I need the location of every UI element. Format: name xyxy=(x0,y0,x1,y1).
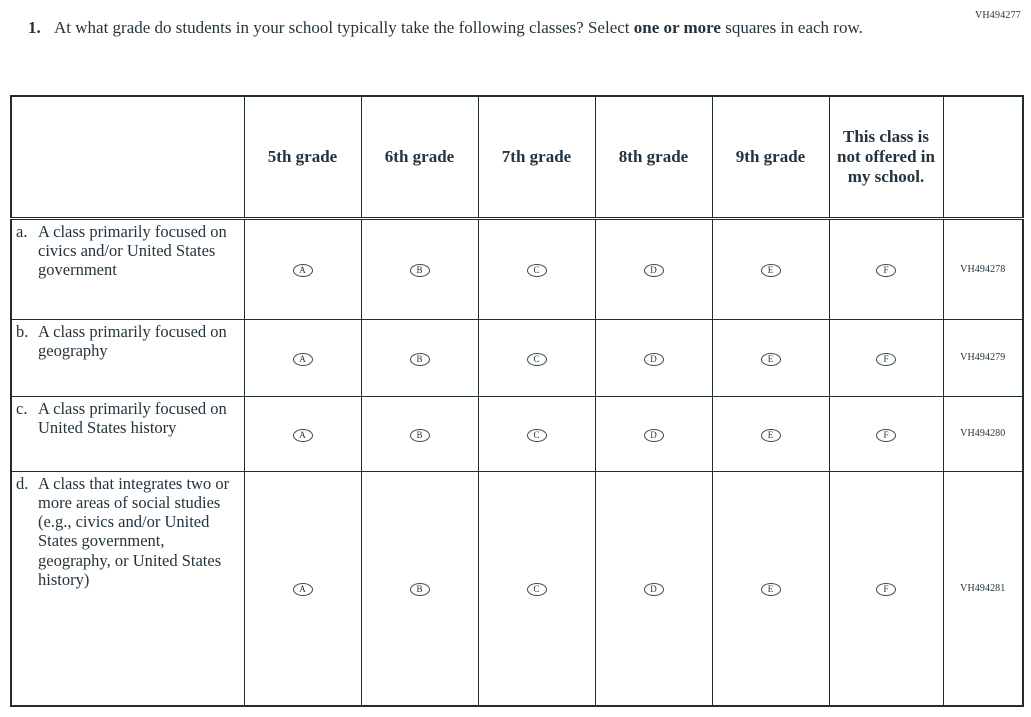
row-c-option-A-bubble[interactable]: A xyxy=(293,429,313,442)
header-empty-cell xyxy=(11,96,244,218)
row-a-label-cell xyxy=(11,218,244,319)
row-a-option-B-bubble[interactable]: B xyxy=(410,264,430,277)
row-c-cell-7th xyxy=(478,396,595,471)
row-b-cell-not-offered xyxy=(829,319,943,396)
question-number: 1. xyxy=(28,18,41,37)
row-c-option-C-bubble[interactable]: C xyxy=(527,429,547,442)
header-code-cell xyxy=(943,96,1023,218)
table-row-d xyxy=(11,471,1023,706)
row-b-option-D-bubble[interactable]: D xyxy=(644,353,664,366)
row-a-cell-6th xyxy=(361,218,478,319)
row-b-option-B-bubble[interactable]: B xyxy=(410,353,430,366)
row-b-cell-8th xyxy=(595,319,712,396)
header-6th-grade: 6th grade xyxy=(361,96,478,218)
table-row-b xyxy=(11,319,1023,396)
row-d-cell-6th xyxy=(361,471,478,706)
row-d-option-B-bubble[interactable]: B xyxy=(410,583,430,596)
table-row-c xyxy=(11,396,1023,471)
row-c-option-E-bubble[interactable]: E xyxy=(761,429,781,442)
row-b-cell-9th xyxy=(712,319,829,396)
row-d-label-cell xyxy=(11,471,244,706)
row-b-code: VH494279 xyxy=(943,319,1023,396)
row-c-cell-9th xyxy=(712,396,829,471)
row-d-code: VH494281 xyxy=(943,471,1023,706)
row-d-label: A class that integrates two or more areas of social studies (e.g., civics and/or United States government, geography, or United States history) xyxy=(38,473,230,589)
table-row-a xyxy=(11,218,1023,319)
row-a-letter: a. xyxy=(16,221,28,241)
row-a-cell-5th xyxy=(244,218,361,319)
row-a-cell-8th xyxy=(595,218,712,319)
row-a-cell-not-offered xyxy=(829,218,943,319)
row-d-option-F-bubble[interactable]: F xyxy=(876,583,896,596)
row-a-option-A-bubble[interactable]: A xyxy=(293,264,313,277)
row-d-cell-5th xyxy=(244,471,361,706)
row-a-option-C-bubble[interactable]: C xyxy=(527,264,547,277)
row-a-option-F-bubble[interactable]: F xyxy=(876,264,896,277)
row-b-label: A class primarily focused on geography xyxy=(38,321,227,360)
row-c-cell-5th xyxy=(244,396,361,471)
header-8th-grade: 8th grade xyxy=(595,96,712,218)
question-text xyxy=(54,16,908,40)
row-b-option-A-bubble[interactable]: A xyxy=(293,353,313,366)
table-header-row xyxy=(11,96,1023,218)
row-d-option-C-bubble[interactable]: C xyxy=(527,583,547,596)
row-b-cell-5th xyxy=(244,319,361,396)
row-c-label-cell xyxy=(11,396,244,471)
row-d-cell-8th xyxy=(595,471,712,706)
row-d-option-E-bubble[interactable]: E xyxy=(761,583,781,596)
row-c-letter: c. xyxy=(16,398,28,418)
row-d-cell-9th xyxy=(712,471,829,706)
row-d-letter: d. xyxy=(16,473,29,493)
question-text-bold: one or more xyxy=(633,18,721,37)
row-c-cell-6th xyxy=(361,396,478,471)
header-5th-grade: 5th grade xyxy=(244,96,361,218)
question-block xyxy=(28,16,908,40)
row-b-option-C-bubble[interactable]: C xyxy=(527,353,547,366)
row-b-letter: b. xyxy=(16,321,29,341)
grade-selection-table xyxy=(10,95,1024,707)
row-c-option-D-bubble[interactable]: D xyxy=(644,429,664,442)
row-a-option-E-bubble[interactable]: E xyxy=(761,264,781,277)
form-code-top-right: VH494277 xyxy=(974,10,1021,21)
row-c-code: VH494280 xyxy=(943,396,1023,471)
row-b-option-E-bubble[interactable]: E xyxy=(761,353,781,366)
header-9th-grade: 9th grade xyxy=(712,96,829,218)
row-a-cell-9th xyxy=(712,218,829,319)
row-d-cell-7th xyxy=(478,471,595,706)
question-text-pre: At what grade do students in your school typically take the following classes? Select xyxy=(54,18,630,37)
row-a-label: A class primarily focused on civics and/or United States government xyxy=(38,221,227,280)
row-a-cell-7th xyxy=(478,218,595,319)
row-d-option-A-bubble[interactable]: A xyxy=(293,583,313,596)
row-b-option-F-bubble[interactable]: F xyxy=(876,353,896,366)
row-a-code: VH494278 xyxy=(943,218,1023,319)
row-d-option-D-bubble[interactable]: D xyxy=(644,583,664,596)
row-b-cell-7th xyxy=(478,319,595,396)
row-c-option-F-bubble[interactable]: F xyxy=(876,429,896,442)
row-b-label-cell xyxy=(11,319,244,396)
row-c-label: A class primarily focused on United States history xyxy=(38,398,227,437)
row-c-cell-not-offered xyxy=(829,396,943,471)
row-c-cell-8th xyxy=(595,396,712,471)
row-a-option-D-bubble[interactable]: D xyxy=(644,264,664,277)
header-not-offered: This class is not offered in my school. xyxy=(829,96,943,218)
row-d-cell-not-offered xyxy=(829,471,943,706)
question-text-post: squares in each row. xyxy=(725,18,863,37)
row-c-option-B-bubble[interactable]: B xyxy=(410,429,430,442)
header-7th-grade: 7th grade xyxy=(478,96,595,218)
row-b-cell-6th xyxy=(361,319,478,396)
